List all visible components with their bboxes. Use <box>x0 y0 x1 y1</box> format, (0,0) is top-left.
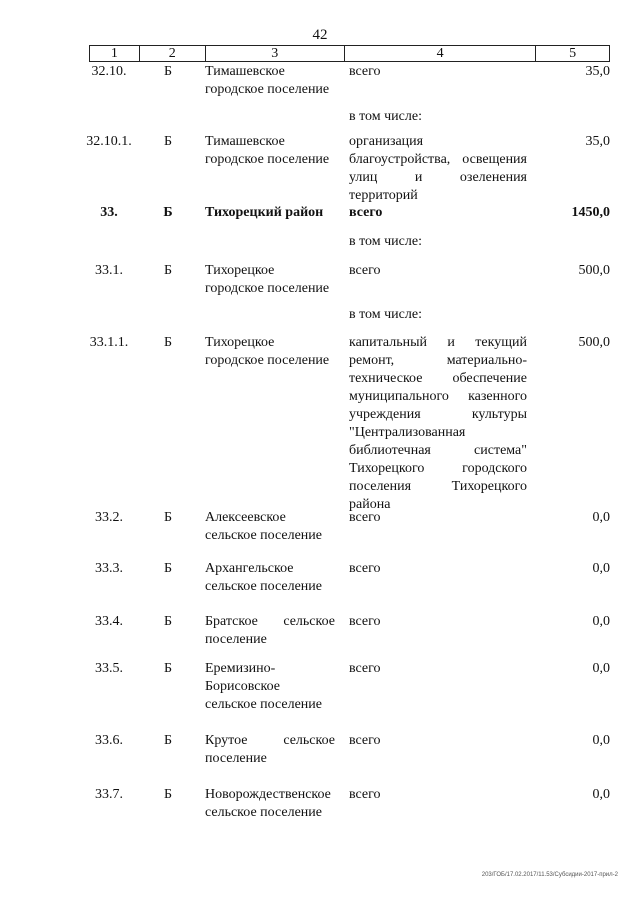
row-description: капитальный и текущий ремонт, материально-техническое обеспечение муниципального казенного учреждения культуры "Централизованная библиотечная система" Тихорецкого городского поселения Тихорецкого района <box>349 335 527 512</box>
row-description: всего <box>349 614 381 629</box>
row-description: организация благоустройства, освещения улиц и озеленения территорий <box>349 134 527 203</box>
row-number: 33.4. <box>95 614 123 629</box>
row-category: Б <box>163 510 173 525</box>
header-col-1: 1 <box>90 46 140 61</box>
row-number: 33. <box>100 205 118 220</box>
row-name: Новорождественское сельское поселение <box>205 787 331 820</box>
header-col-3: 3 <box>206 46 345 61</box>
row-number: 33.3. <box>95 561 123 576</box>
row-name: Тихорецкий район <box>205 205 324 220</box>
page-number: 42 <box>312 27 328 43</box>
row-description: всего <box>349 661 381 676</box>
row-category: Б <box>163 661 173 676</box>
row-description: всего <box>349 733 381 748</box>
row-category: Б <box>163 733 173 748</box>
row-category: Б <box>163 64 173 79</box>
header-col-2: 2 <box>140 46 206 61</box>
header-col-5: 5 <box>569 46 577 61</box>
row-description: всего <box>349 510 381 525</box>
row-name: Еремизино-Борисовское сельское поселение <box>205 661 322 712</box>
row-name: Тимашевское городское поселение <box>205 64 330 97</box>
row-value: 1450,0 <box>571 205 610 220</box>
row-number: 32.10. <box>91 64 127 79</box>
row-category: Б <box>163 263 173 278</box>
row-number: 33.7. <box>95 787 123 802</box>
row-value: 0,0 <box>592 614 610 629</box>
row-name: Крутое сельское поселение <box>205 733 335 766</box>
row-subheading: в том числе: <box>349 307 422 322</box>
row-name: Тихорецкое городское поселение <box>205 263 330 296</box>
row-category: Б <box>163 561 173 576</box>
row-value: 35,0 <box>585 64 610 79</box>
row-description: всего <box>349 263 381 278</box>
row-number: 33.1. <box>95 263 123 278</box>
row-category: Б <box>163 787 173 802</box>
row-number: 33.1.1. <box>89 335 129 350</box>
row-description: всего <box>349 64 381 79</box>
row-name: Архангельское сельское поселение <box>205 561 322 594</box>
row-value: 35,0 <box>585 134 610 149</box>
row-number: 33.6. <box>95 733 123 748</box>
row-category: Б <box>163 335 173 350</box>
row-category: Б <box>163 614 173 629</box>
header-col-4: 4 <box>345 46 536 61</box>
table-header <box>89 45 610 62</box>
row-value: 500,0 <box>578 335 610 350</box>
row-value: 0,0 <box>592 510 610 525</box>
row-subheading: в том числе: <box>349 234 422 249</box>
row-value: 0,0 <box>592 661 610 676</box>
row-value: 0,0 <box>592 561 610 576</box>
row-number: 33.2. <box>95 510 123 525</box>
row-number: 33.5. <box>95 661 123 676</box>
row-name: Тихорецкое городское поселение <box>205 335 330 368</box>
row-description: всего <box>349 787 381 802</box>
row-number: 32.10.1. <box>86 134 132 149</box>
row-value: 0,0 <box>592 733 610 748</box>
row-category: Б <box>163 134 173 149</box>
row-description: всего <box>349 205 383 220</box>
row-value: 0,0 <box>592 787 610 802</box>
row-name: Тимашевское городское поселение <box>205 134 330 167</box>
footer-doc-id: 203/ГОБ/17.02.2017/11.53/Субсидии-2017-прил-2 <box>481 872 618 878</box>
row-value: 500,0 <box>578 263 610 278</box>
row-name: Братское сельское поселение <box>205 614 335 647</box>
row-description: всего <box>349 561 381 576</box>
row-category: Б <box>163 205 173 220</box>
row-subheading: в том числе: <box>349 109 422 124</box>
row-name: Алексеевское сельское поселение <box>205 510 322 543</box>
